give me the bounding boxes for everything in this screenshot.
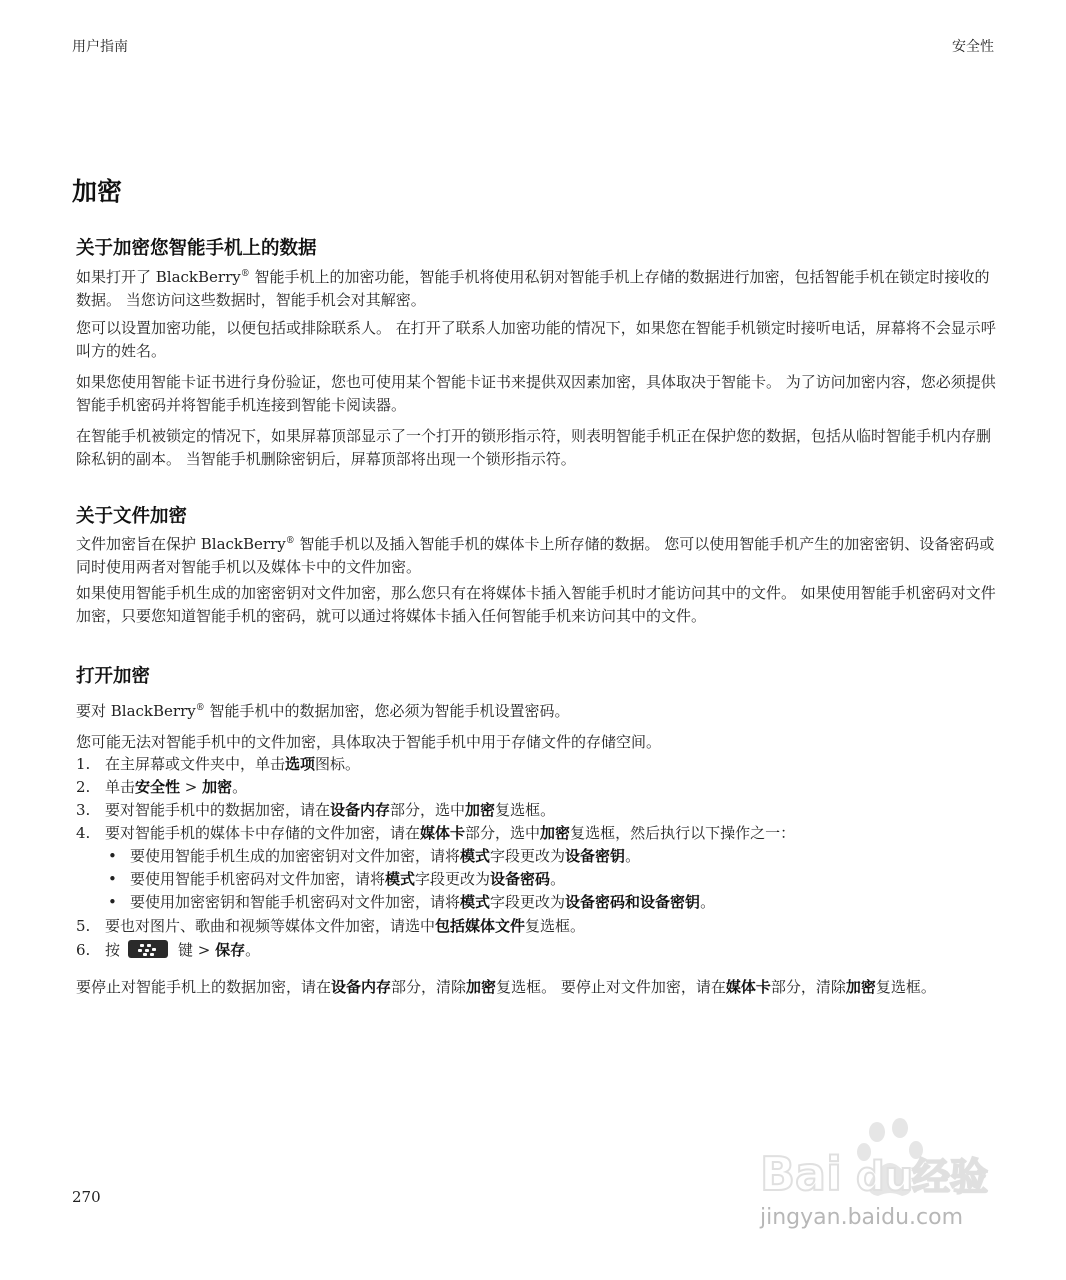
watermark-url: jingyan.baidu.com — [760, 1205, 964, 1230]
svg-text:经验: 经验 — [912, 1155, 989, 1199]
list-item: 1. 在主屏幕或文件夹中，单击选项图标。 — [76, 755, 361, 773]
paragraph: 您可以设置加密功能，以便包括或排除联系人。 在打开了联系人加密功能的情况下，如果您在智能手机锁定时接听电话，屏幕将不会显示呼叫方的姓名。 — [76, 319, 996, 360]
paragraph: 如果您使用智能卡证书进行身份验证，您也可使用某个智能卡证书来提供双因素加密，具体取决于智能卡。 为了访问加密内容，您必须提供智能手机密码并将智能手机连接到智能卡阅读器。 — [76, 373, 996, 414]
paragraph: 如果打开了 BlackBerry® 智能手机上的加密功能，智能手机将使用私钥对智能手机上存储的数据进行加密，包括智能手机在锁定时接收的数据。 当您访问这些数据时，智能手机会对其解密。 — [76, 268, 990, 309]
paragraph: 在智能手机被锁定的情况下，如果屏幕顶部显示了一个打开的锁形指示符，则表明智能手机正在保护您的数据，包括从临时智能手机内存删除私钥的副本。 当智能手机删除密钥后，屏幕顶部将出现一个锁形指示符。 — [76, 427, 992, 468]
list-item: • 要使用智能手机生成的加密密钥对文件加密，请将模式字段更改为设备密钥。 — [108, 847, 641, 865]
page-title: 加密 — [72, 177, 123, 206]
list-item: 2. 单击安全性 > 加密。 — [76, 778, 248, 796]
blackberry-menu-key-icon — [128, 940, 168, 958]
list-item: • 要使用加密密钥和智能手机密码对文件加密，请将模式字段更改为设备密码和设备密钥。 — [108, 893, 716, 911]
paragraph: 文件加密旨在保护 BlackBerry® 智能手机以及插入智能手机的媒体卡上所存储的数据。 您可以使用智能手机产生的加密密钥、设备密码或同时使用两者对智能手机以及媒体卡中的文件加密。 — [76, 535, 995, 576]
paragraph: 要对 BlackBerry® 智能手机中的数据加密，您必须为智能手机设置密码。 — [76, 702, 570, 720]
paragraph: 您可能无法对智能手机中的文件加密，具体取决于智能手机中用于存储文件的存储空间。 — [76, 733, 662, 751]
svg-text:du: du — [856, 1154, 914, 1200]
list-item: 4. 要对智能手机的媒体卡中存储的文件加密，请在媒体卡部分，选中加密复选框，然后执行以下操作之一： — [76, 824, 796, 842]
section-heading-file-encryption: 关于文件加密 — [76, 506, 188, 527]
list-item: 3. 要对智能手机中的数据加密，请在设备内存部分，选中加密复选框。 — [76, 801, 556, 819]
page-number: 270 — [72, 1188, 101, 1206]
running-header-right: 安全性 — [952, 39, 994, 55]
list-item: 6. 按 键 > 保存。 — [76, 941, 261, 959]
running-header-left: 用户指南 — [72, 39, 128, 55]
svg-text:Bai: Bai — [760, 1147, 842, 1201]
list-item: • 要使用智能手机密码对文件加密，请将模式字段更改为设备密码。 — [108, 870, 566, 888]
section-heading-turn-on-encryption: 打开加密 — [76, 666, 151, 687]
section-heading-data-encryption: 关于加密您智能手机上的数据 — [76, 238, 317, 259]
paragraph: 如果使用智能手机生成的加密密钥对文件加密，那么您只有在将媒体卡插入智能手机时才能访问其中的文件。 如果使用智能手机密码对文件加密，只要您知道智能手机的密码，就可以通过将媒体卡插入任何智能手机来访问其中的文件。 — [76, 584, 996, 625]
paragraph: 要停止对智能手机上的数据加密，请在设备内存部分，清除加密复选框。 要停止对文件加密，请在媒体卡部分，清除加密复选框。 — [76, 978, 936, 996]
list-item: 5. 要也对图片、歌曲和视频等媒体文件加密，请选中包括媒体文件复选框。 — [76, 917, 586, 935]
